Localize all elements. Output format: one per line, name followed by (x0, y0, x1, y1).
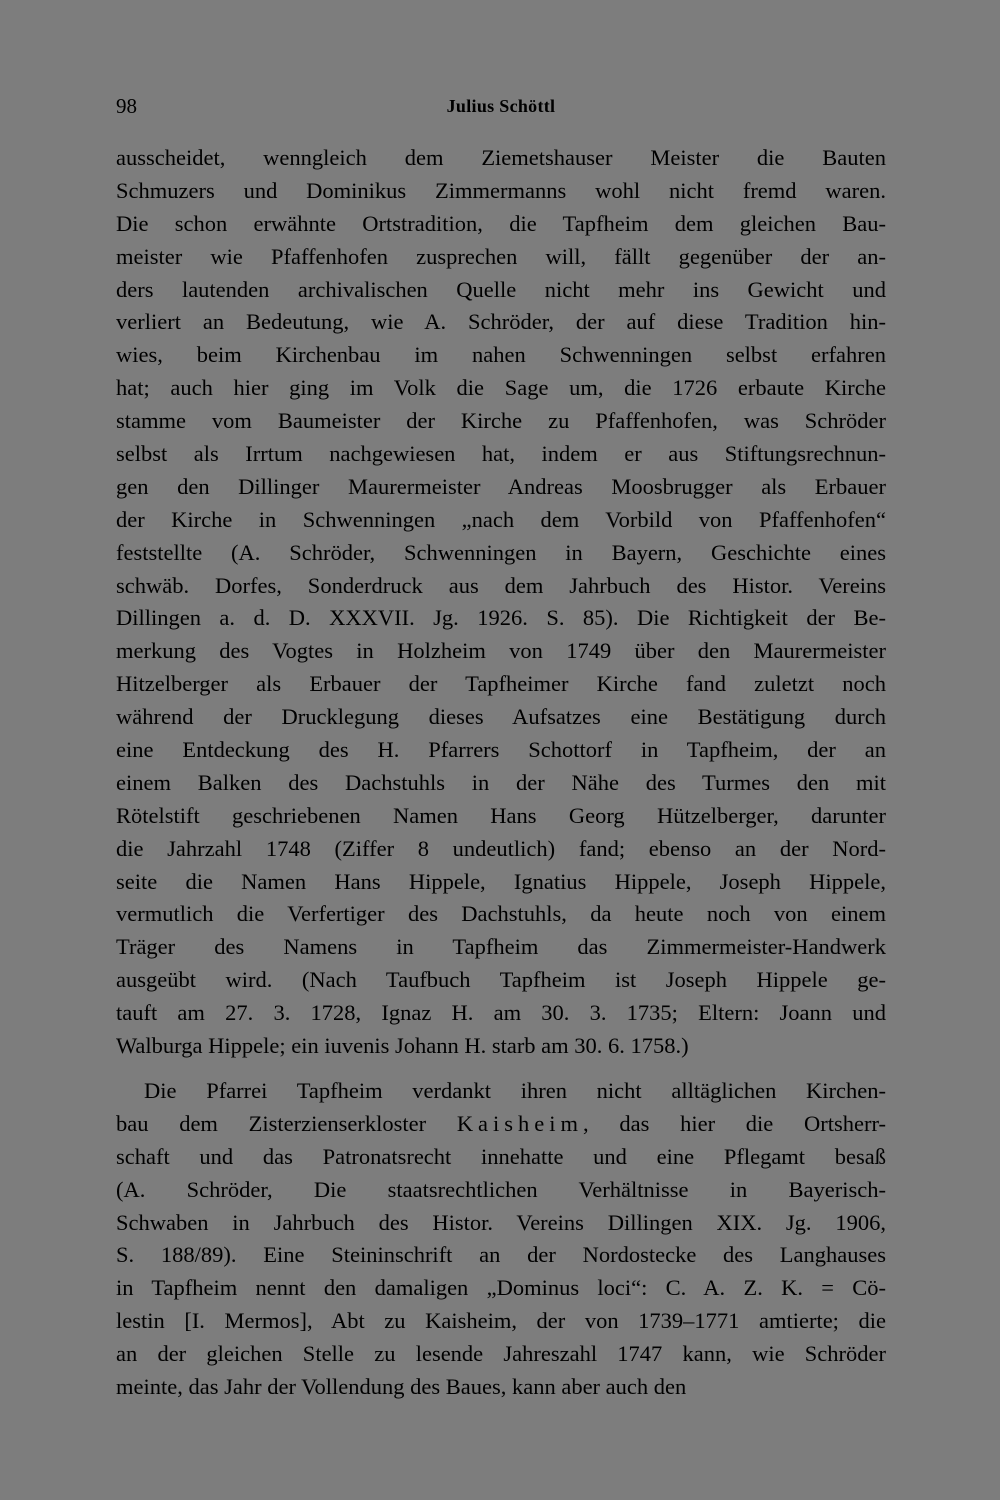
paragraph-line: S. 188/89). Eine Steininschrift an der Nordostecke des Langhauses (116, 1242, 886, 1268)
paragraph-gap (116, 1063, 886, 1075)
body-text (116, 142, 886, 1404)
paragraph-line: seite die Namen Hans Hippele, Ignatius Hippele, Joseph Hippele, (116, 868, 886, 894)
paragraph-line: während der Drucklegung dieses Aufsatzes eine Bestätigung durch (116, 704, 886, 730)
paragraph-line: Träger des Namens in Tapfheim das Zimmermeister-Handwerk (116, 934, 886, 960)
paragraph-line: selbst als Irrtum nachgewiesen hat, indem er aus Stiftungsrechnun- (116, 441, 886, 467)
paragraph-line: schaft und das Patronatsrecht innehatte und eine Pflegamt besaß (116, 1143, 886, 1169)
text-run: , das hier die Ortsherr- (583, 1110, 886, 1136)
paragraph-line: ders lautenden archivalischen Quelle nicht mehr ins Gewicht und (116, 276, 886, 302)
paragraph-line: eine Entdeckung des H. Pfarrers Schottorf in Tapfheim, der an (116, 737, 886, 763)
paragraph-line: Die schon erwähnte Ortstradition, die Tapfheim dem gleichen Bau- (116, 210, 886, 236)
page-number: 98 (116, 94, 137, 118)
paragraph-line: tauft am 27. 3. 1728, Ignaz H. am 30. 3. 1735; Eltern: Joann und (116, 1000, 886, 1026)
paragraph-line: feststellte (A. Schröder, Schwenningen in Bayern, Geschichte eines (116, 539, 886, 565)
paragraph-line: schwäb. Dorfes, Sonderdruck aus dem Jahrbuch des Histor. Vereins (116, 572, 886, 598)
paragraph-line: (A. Schröder, Die staatsrechtlichen Verhältnisse in Bayerisch- (116, 1176, 886, 1202)
paragraph-line: gen den Dillinger Maurermeister Andreas Moosbrugger als Erbauer (116, 473, 886, 499)
paragraph-line: Rötelstift geschriebenen Namen Hans Georg Hützelberger, darunter (116, 802, 886, 828)
paragraph-line: Schwaben in Jahrbuch des Histor. Vereins Dillingen XIX. Jg. 1906, (116, 1209, 886, 1235)
paragraph-line: meister wie Pfaffenhofen zusprechen will, fällt gegenüber der an- (116, 243, 886, 269)
spaced-emphasis: Kaisheim (456, 1110, 584, 1136)
paragraph-2-lines (116, 1141, 886, 1404)
paragraph-line: ausscheidet, wenngleich dem Ziemetshauser Meister die Bauten (116, 145, 886, 170)
paragraph-line: der Kirche in Schwenningen „nach dem Vorbild von Pfaffenhofen“ (116, 506, 886, 532)
paragraph-line: wies, beim Kirchenbau im nahen Schwenningen selbst erfahren (116, 342, 886, 368)
paragraph-line: Die Pfarrei Tapfheim verdankt ihren nicht alltäglichen Kirchen- (144, 1077, 886, 1103)
paragraph-line: Walburga Hippele; ein iuvenis Johann H. starb am 30. 6. 1758.) (116, 1033, 689, 1059)
paragraph-line: die Jahrzahl 1748 (Ziffer 8 undeutlich) fand; ebenso an der Nord- (116, 835, 886, 861)
paragraph-line: stamme vom Baumeister der Kirche zu Pfaffenhofen, was Schröder (116, 408, 886, 434)
paragraph-line: in Tapfheim nennt den damaligen „Dominus loci“: C. A. Z. K. = Cö- (116, 1275, 886, 1301)
paragraph-line: hat; auch hier ging im Volk die Sage um, die 1726 erbaute Kirche (116, 375, 886, 401)
text-run: bau dem Zisterzienserkloster (116, 1110, 427, 1136)
paragraph-line: Schmuzers und Dominikus Zimmermanns wohl nicht fremd waren. (116, 177, 886, 203)
paragraph-2 (116, 1075, 886, 1404)
paragraph-line: ausgeübt wird. (Nach Taufbuch Tapfheim ist Joseph Hippele ge- (116, 967, 886, 993)
paragraph-line: vermutlich die Verfertiger des Dachstuhls, da heute noch von einem (116, 901, 886, 927)
paragraph-line: Hitzelberger als Erbauer der Tapfheimer Kirche fand zuletzt noch (116, 671, 886, 697)
paragraph-1 (116, 142, 886, 1063)
paragraph-line: Dillingen a. d. D. XXXVII. Jg. 1926. S. 85). Die Richtigkeit der Be- (116, 605, 886, 631)
paragraph-line: meinte, das Jahr der Vollendung des Baues, kann aber auch den (116, 1373, 687, 1399)
paragraph-line: verliert an Bedeutung, wie A. Schröder, der auf diese Tradition hin- (116, 309, 886, 335)
paragraph-line: an der gleichen Stelle zu lesende Jahreszahl 1747 kann, wie Schröder (116, 1341, 886, 1367)
page-header (116, 92, 886, 122)
paragraph-line (116, 1108, 886, 1141)
paragraph-line: merkung des Vogtes in Holzheim von 1749 über den Maurermeister (116, 638, 886, 664)
running-head: Julius Schöttl (446, 96, 556, 116)
paragraph-line: einem Balken des Dachstuhls in der Nähe des Turmes den mit (116, 769, 886, 795)
paragraph-line: lestin [I. Mermos], Abt zu Kaisheim, der von 1739–1771 amtierte; die (116, 1308, 886, 1334)
